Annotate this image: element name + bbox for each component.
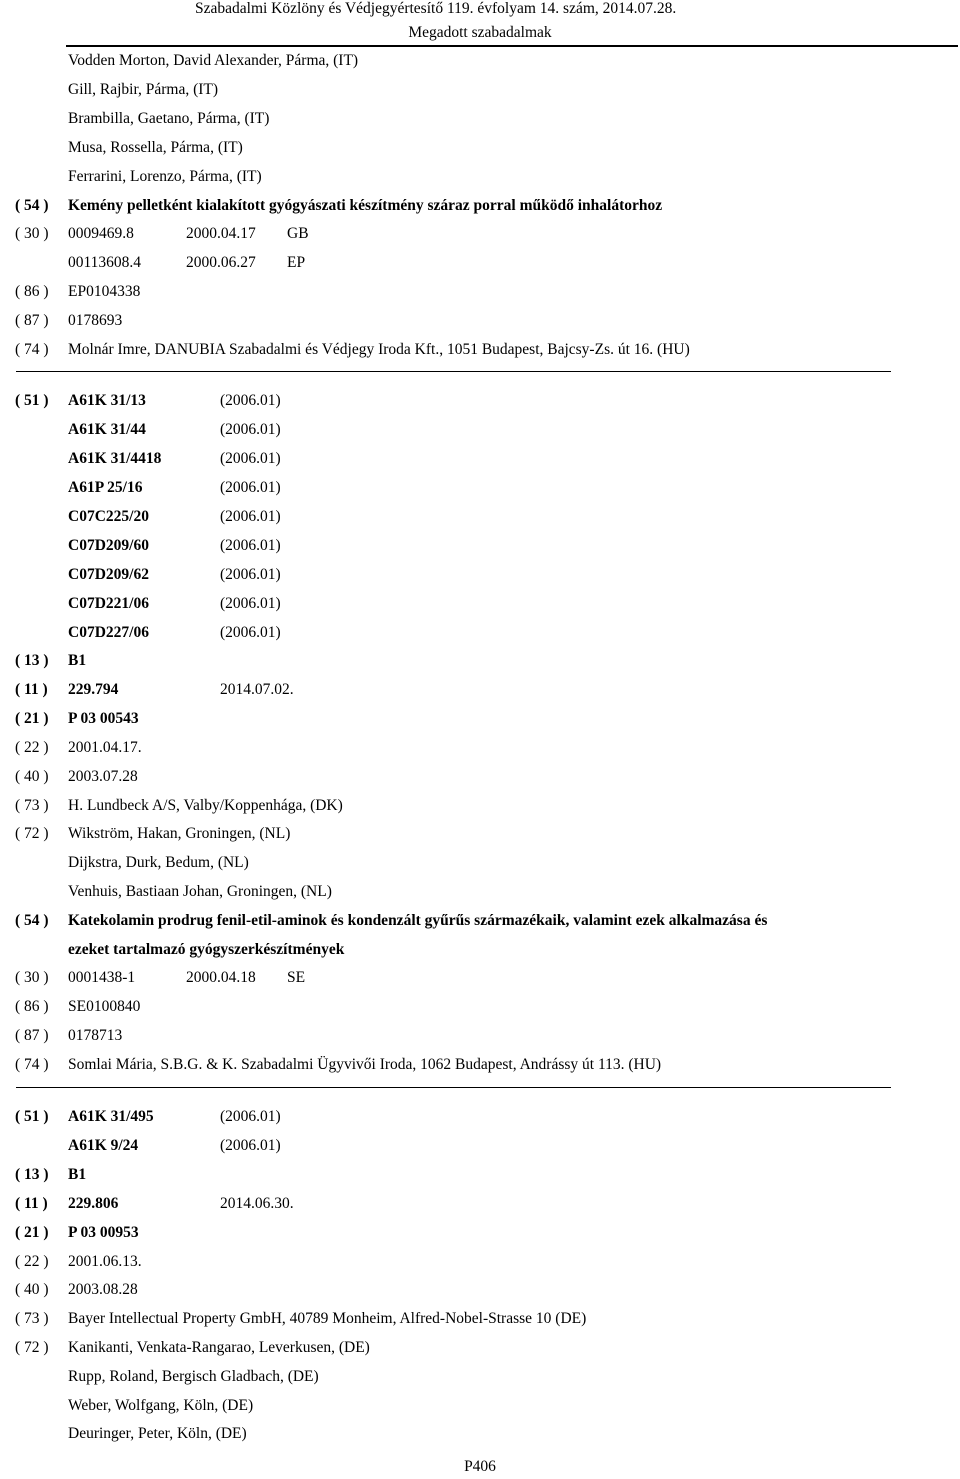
entry-value: 2003.08.28 bbox=[68, 1281, 138, 1298]
entry-row bbox=[0, 935, 960, 964]
inid-code: ( 22 ) bbox=[15, 1253, 49, 1270]
entry-row bbox=[0, 1247, 960, 1276]
inid-code: ( 13 ) bbox=[15, 1166, 49, 1183]
entry-secondary-value: (2006.01) bbox=[220, 566, 281, 583]
entry-value: 229.794 bbox=[68, 681, 119, 698]
inid-code: ( 73 ) bbox=[15, 797, 49, 814]
entry-row bbox=[0, 133, 960, 162]
entry-separator bbox=[16, 1087, 891, 1088]
entry-value: Venhuis, Bastiaan Johan, Groningen, (NL) bbox=[68, 883, 332, 900]
entry-value: 2001.04.17. bbox=[68, 739, 142, 756]
entry-row bbox=[0, 1021, 960, 1050]
inid-code: ( 54 ) bbox=[15, 912, 49, 929]
entry-value: 0009469.8 bbox=[68, 225, 134, 242]
entry-row bbox=[0, 618, 960, 647]
entry-secondary-value: (2006.01) bbox=[220, 1137, 281, 1154]
entry-value: C07D209/60 bbox=[68, 537, 149, 554]
entry-row bbox=[0, 877, 960, 906]
inid-code: ( 11 ) bbox=[15, 681, 48, 698]
entry-secondary-value: (2006.01) bbox=[220, 479, 281, 496]
inid-code: ( 72 ) bbox=[15, 1339, 49, 1356]
entry-value: C07D227/06 bbox=[68, 624, 149, 641]
entry-row bbox=[0, 762, 960, 791]
entry-row bbox=[0, 906, 960, 935]
entry-separator bbox=[16, 371, 891, 372]
entry-value: C07C225/20 bbox=[68, 508, 149, 525]
entry-row bbox=[0, 848, 960, 877]
entry-row bbox=[0, 819, 960, 848]
inid-code: ( 22 ) bbox=[15, 739, 49, 756]
entry-value: A61K 31/495 bbox=[68, 1108, 154, 1125]
entry-value: B1 bbox=[68, 1166, 87, 1183]
entry-row bbox=[0, 335, 960, 364]
inid-code: ( 74 ) bbox=[15, 1056, 49, 1073]
entry-row bbox=[0, 1362, 960, 1391]
entry-row bbox=[0, 1160, 960, 1189]
entry-value: Somlai Mária, S.B.G. & K. Szabadalmi Ügyvivői Iroda, 1062 Budapest, Andrássy út 113. (HU) bbox=[68, 1056, 662, 1073]
entry-secondary-value: (2006.01) bbox=[220, 537, 281, 554]
entry-value: H. Lundbeck A/S, Valby/Koppenhága, (DK) bbox=[68, 797, 343, 814]
entry-row bbox=[0, 560, 960, 589]
inid-code: ( 11 ) bbox=[15, 1195, 48, 1212]
inid-code: ( 73 ) bbox=[15, 1310, 49, 1327]
entry-value: P 03 00543 bbox=[68, 710, 139, 727]
entry-row bbox=[0, 1419, 960, 1448]
entry-value: Molnár Imre, DANUBIA Szabadalmi és Védjegy Iroda Kft., 1051 Budapest, Bajcsy-Zs. út 16. (HU) bbox=[68, 341, 690, 358]
entry-row bbox=[0, 1050, 960, 1079]
entry-row bbox=[0, 531, 960, 560]
entry-row bbox=[0, 963, 960, 992]
entry-value: C07D221/06 bbox=[68, 595, 149, 612]
entry-row bbox=[0, 473, 960, 502]
entry-row bbox=[0, 1131, 960, 1160]
entry-value: Brambilla, Gaetano, Pármа, (IT) bbox=[68, 110, 270, 127]
entry-row bbox=[0, 277, 960, 306]
entry-value: EP0104338 bbox=[68, 283, 141, 300]
entry-row bbox=[0, 219, 960, 248]
entry-value: 0001438-1 bbox=[68, 969, 136, 986]
page-number: P406 bbox=[464, 1458, 496, 1475]
entry-value: Katekolamin prodrug fenil-etil-aminok és kondenzált gyűrűs származékaik, valamint ezek alkalmazása és bbox=[68, 912, 768, 929]
inid-code: ( 54 ) bbox=[15, 197, 49, 214]
entry-value: SE0100840 bbox=[68, 998, 141, 1015]
entry-secondary-value: (2006.01) bbox=[220, 508, 281, 525]
entry-value: 2001.06.13. bbox=[68, 1253, 142, 1270]
entry-value: Wikström, Hakan, Groningen, (NL) bbox=[68, 825, 291, 842]
entry-value: 0178713 bbox=[68, 1027, 123, 1044]
entry-row bbox=[0, 162, 960, 191]
inid-code: ( 86 ) bbox=[15, 998, 49, 1015]
entry-secondary-value: 2000.06.27 bbox=[186, 254, 256, 271]
entry-row bbox=[0, 1333, 960, 1362]
entry-value: A61K 31/4418 bbox=[68, 450, 162, 467]
inid-code: ( 51 ) bbox=[15, 1108, 49, 1125]
entry-value: 0178693 bbox=[68, 312, 123, 329]
country-code: SE bbox=[287, 969, 306, 986]
entry-row bbox=[0, 46, 960, 75]
entry-row bbox=[0, 704, 960, 733]
inid-code: ( 21 ) bbox=[15, 710, 49, 727]
entry-row bbox=[0, 733, 960, 762]
entry-value: Dijkstra, Durk, Bedum, (NL) bbox=[68, 854, 249, 871]
inid-code: ( 87 ) bbox=[15, 312, 49, 329]
entry-row bbox=[0, 415, 960, 444]
entry-row bbox=[0, 675, 960, 704]
entry-row bbox=[0, 104, 960, 133]
entry-row bbox=[0, 1391, 960, 1420]
entry-secondary-value: 2014.06.30. bbox=[220, 1195, 294, 1212]
entry-value: A61K 31/13 bbox=[68, 392, 146, 409]
entry-row bbox=[0, 306, 960, 335]
entry-row bbox=[0, 444, 960, 473]
entry-row bbox=[0, 502, 960, 531]
entry-row bbox=[0, 248, 960, 277]
entry-row bbox=[0, 75, 960, 104]
entry-value: Ferrarini, Lorenzo, Pármа, (IT) bbox=[68, 168, 262, 185]
inid-code: ( 51 ) bbox=[15, 392, 49, 409]
entry-value: P 03 00953 bbox=[68, 1224, 139, 1241]
entry-row bbox=[0, 1189, 960, 1218]
entry-value: Rupp, Roland, Bergisch Gladbach, (DE) bbox=[68, 1368, 319, 1385]
inid-code: ( 40 ) bbox=[15, 1281, 49, 1298]
inid-code: ( 40 ) bbox=[15, 768, 49, 785]
entry-secondary-value: 2000.04.17 bbox=[186, 225, 256, 242]
entry-value: C07D209/62 bbox=[68, 566, 149, 583]
entry-value: Kanikanti, Venkata-Rangarao, Leverkusen, (DE) bbox=[68, 1339, 370, 1356]
entry-row bbox=[0, 1275, 960, 1304]
entry-row bbox=[0, 646, 960, 675]
entry-row bbox=[0, 589, 960, 618]
entry-secondary-value: (2006.01) bbox=[220, 595, 281, 612]
inid-code: ( 74 ) bbox=[15, 341, 49, 358]
entry-row bbox=[0, 1304, 960, 1333]
inid-code: ( 21 ) bbox=[15, 1224, 49, 1241]
entry-secondary-value: (2006.01) bbox=[220, 1108, 281, 1125]
entry-secondary-value: (2006.01) bbox=[220, 392, 281, 409]
entry-row bbox=[0, 1102, 960, 1131]
entry-secondary-value: (2006.01) bbox=[220, 421, 281, 438]
inid-code: ( 87 ) bbox=[15, 1027, 49, 1044]
inid-code: ( 86 ) bbox=[15, 283, 49, 300]
entry-value: A61K 9/24 bbox=[68, 1137, 139, 1154]
entry-secondary-value: (2006.01) bbox=[220, 624, 281, 641]
entry-value: 229.806 bbox=[68, 1195, 119, 1212]
entry-value: ezeket tartalmazó gyógyszerkészítmények bbox=[68, 941, 345, 958]
entry-row bbox=[0, 191, 960, 220]
entry-secondary-value: (2006.01) bbox=[220, 450, 281, 467]
country-code: GB bbox=[287, 225, 309, 242]
inid-code: ( 72 ) bbox=[15, 825, 49, 842]
entry-value: B1 bbox=[68, 652, 87, 669]
journal-title: Szabadalmi Közlöny és Védjegyértesítő 119. évfolyam 14. szám, 2014.07.28. bbox=[195, 0, 677, 17]
entry-value: Weber, Wolfgang, Köln, (DE) bbox=[68, 1397, 254, 1414]
inid-code: ( 13 ) bbox=[15, 652, 49, 669]
section-title: Megadott szabadalmak bbox=[408, 24, 552, 41]
entry-value: Musa, Rossella, Pármа, (IT) bbox=[68, 139, 243, 156]
country-code: EP bbox=[287, 254, 306, 271]
entry-value: Kemény pelletként kialakított gyógyászati készítmény száraz porral működő inhalátorhoz bbox=[68, 197, 663, 214]
entry-value: 00113608.4 bbox=[68, 254, 142, 271]
entry-value: 2003.07.28 bbox=[68, 768, 138, 785]
entry-value: Bayer Intellectual Property GmbH, 40789 Monheim, Alfred-Nobel-Strasse 10 (DE) bbox=[68, 1310, 587, 1327]
entry-secondary-value: 2014.07.02. bbox=[220, 681, 294, 698]
entry-secondary-value: 2000.04.18 bbox=[186, 969, 256, 986]
entry-row bbox=[0, 992, 960, 1021]
inid-code: ( 30 ) bbox=[15, 969, 49, 986]
entry-row bbox=[0, 1218, 960, 1247]
entry-value: A61P 25/16 bbox=[68, 479, 143, 496]
entry-row bbox=[0, 791, 960, 820]
entry-value: Gill, Rajbir, Pármа, (IT) bbox=[68, 81, 219, 98]
entry-value: Vodden Morton, David Alexander, Pármа, (IT) bbox=[68, 52, 359, 69]
entry-value: Deuringer, Peter, Köln, (DE) bbox=[68, 1425, 247, 1442]
entry-row bbox=[0, 386, 960, 415]
entry-value: A61K 31/44 bbox=[68, 421, 146, 438]
inid-code: ( 30 ) bbox=[15, 225, 49, 242]
